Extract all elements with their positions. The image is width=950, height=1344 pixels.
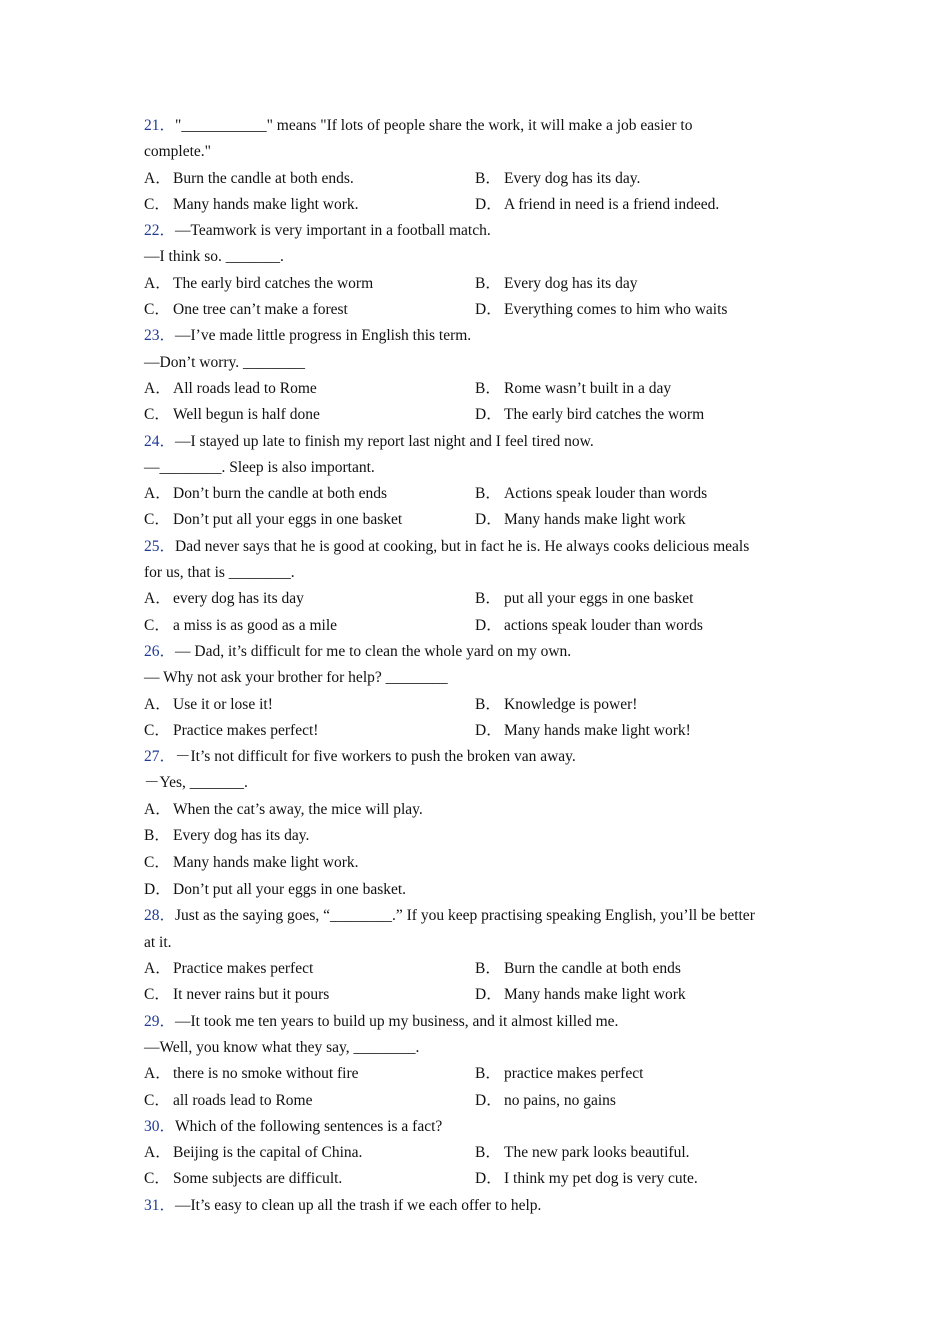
question-text: Just as the saying goes, “________.” If you keep practising speaking English, you’ll be better [175,907,755,925]
question-stem-continuation [144,139,814,165]
answer-option[interactable] [144,376,317,402]
option-letter: A． [144,1065,171,1083]
option-row [144,692,814,718]
answer-option[interactable] [144,1166,342,1192]
option-text: A friend in need is a friend indeed. [504,195,720,213]
option-row [144,613,814,639]
option-text: The new park looks beautiful. [504,1144,690,1162]
option-letter: C． [144,301,170,319]
option-row [144,586,814,612]
option-text: One tree can’t make a forest [173,301,348,319]
option-row [144,166,814,192]
question-stem-line [144,1114,814,1140]
answer-options [144,1061,814,1114]
option-letter: C． [144,1170,170,1188]
option-text: Every dog has its day [504,274,638,292]
option-text: Don’t put all your eggs in one basket. [173,880,407,898]
answer-option[interactable] [475,376,671,402]
option-letter: B． [475,1144,501,1162]
question-text: —It took me ten years to build up my business, and it almost killed me. [175,1012,619,1030]
option-letter: D． [144,880,171,898]
answer-option[interactable] [144,402,320,428]
option-row [144,718,814,744]
option-letter: A． [144,1144,171,1162]
option-text: Knowledge is power! [504,695,638,713]
question-stem-continuation [144,930,814,956]
option-letter: D． [475,616,502,634]
question-text: "___________" means "If lots of people share the work, it will make a job easier to [175,117,693,134]
answer-options [144,586,814,639]
question-stem-line [144,1193,814,1219]
answer-option[interactable] [144,1088,312,1114]
option-row [144,1166,814,1192]
option-letter: C． [144,986,170,1004]
answer-option[interactable] [475,1140,690,1166]
option-letter: C． [144,854,170,872]
option-letter: B． [475,695,501,713]
answer-option[interactable] [475,297,727,323]
answer-options [144,166,814,219]
question-stem-line [144,323,814,349]
answer-option[interactable] [144,192,359,218]
option-letter: D． [475,406,502,424]
answer-option[interactable] [144,271,373,297]
option-letter: C． [144,616,170,634]
question-block [144,1114,814,1193]
option-text: Everything comes to him who waits [504,301,728,319]
option-letter: A． [144,169,171,187]
question-text: —I think so. _______. [144,248,284,266]
option-text: Use it or lose it! [173,695,273,713]
question-stem-continuation [144,455,814,481]
option-text: Don’t burn the candle at both ends [173,485,388,503]
answer-option[interactable] [475,1061,643,1087]
question-stem-line [144,1009,814,1035]
answer-option[interactable] [475,402,704,428]
option-text: Every dog has its day. [173,827,310,845]
question-text: —Teamwork is very important in a football match. [175,222,491,240]
question-text: — Why not ask your brother for help? ________ [144,669,448,687]
question-number: 27． [144,748,176,766]
question-number: 25． [144,537,176,555]
question-number: 30． [144,1117,176,1135]
answer-option[interactable] [144,586,304,612]
option-text: All roads lead to Rome [173,379,317,397]
answer-option[interactable] [475,507,686,533]
option-letter: D． [475,721,502,739]
answer-option[interactable] [475,586,693,612]
question-stem-line [144,113,814,139]
answer-options [144,376,814,429]
option-text: Practice makes perfect [173,960,314,978]
answer-option[interactable] [144,881,406,898]
option-letter: C． [144,721,170,739]
option-text: Some subjects are difficult. [173,1170,343,1188]
option-row [144,376,814,402]
option-letter: C． [144,511,170,529]
option-letter: B． [144,827,170,845]
question-stem-continuation [144,244,814,270]
option-row [144,982,814,1008]
answer-option[interactable] [144,507,402,533]
question-block [144,113,814,218]
option-row [144,797,814,824]
option-letter: B． [475,960,501,978]
answer-option[interactable] [475,718,691,744]
question-stem-continuation [144,1035,814,1061]
question-text: Which of the following sentences is a fact? [175,1117,443,1135]
question-text: —________. Sleep is also important. [144,458,375,476]
question-number: 29． [144,1012,176,1030]
option-text: Burn the candle at both ends. [173,169,354,187]
option-letter: A． [144,379,171,397]
question-text: — Dad, it’s difficult for me to clean the whole yard on my own. [175,642,572,660]
question-text: Dad never says that he is good at cooking, but in fact he is. He always cooks delicious meals [175,537,750,555]
option-letter: B． [475,274,501,292]
question-block [144,1009,814,1114]
question-stem-line [144,639,814,665]
option-letter: D． [475,1091,502,1109]
question-block [144,1193,814,1219]
question-block [144,218,814,323]
question-text: －Yes, _______. [144,774,248,792]
option-letter: A． [144,590,171,608]
answer-options [144,956,814,1009]
option-text: Well begun is half done [173,406,320,424]
option-text: It never rains but it pours [173,986,330,1004]
option-row [144,1088,814,1114]
question-list [144,113,814,1219]
option-letter: B． [475,485,501,503]
question-stem-line [144,534,814,560]
question-number: 28． [144,907,176,925]
answer-option[interactable] [144,166,354,192]
option-row [144,271,814,297]
answer-option[interactable] [144,1061,359,1087]
answer-option[interactable] [144,827,309,844]
option-text: Beijing is the capital of China. [173,1144,363,1162]
option-letter: A． [144,485,171,503]
option-text: Many hands make light work! [504,721,691,739]
question-text: for us, that is ________. [144,564,295,582]
option-text: Actions speak louder than words [504,485,708,503]
option-letter: B． [475,169,501,187]
question-text: —I’ve made little progress in English this term. [175,327,472,345]
answer-options [144,1140,814,1193]
option-row [144,956,814,982]
answer-option[interactable] [144,1140,362,1166]
option-row [144,1061,814,1087]
option-text: Many hands make light work. [173,854,359,872]
option-letter: D． [475,301,502,319]
option-text: practice makes perfect [504,1065,644,1083]
answer-options [144,797,814,904]
option-text: actions speak louder than words [504,616,703,634]
question-text: —Don’t worry. ________ [144,353,306,371]
option-letter: B． [475,590,501,608]
option-text: Many hands make light work [504,986,686,1004]
question-block [144,534,814,639]
option-row [144,1140,814,1166]
answer-option[interactable] [144,854,359,871]
option-letter: C． [144,1091,170,1109]
option-row [144,850,814,877]
option-text: Burn the candle at both ends [504,960,681,978]
option-text: put all your eggs in one basket [504,590,694,608]
option-letter: C． [144,406,170,424]
answer-option[interactable] [475,1166,698,1192]
answer-option[interactable] [475,192,719,218]
answer-option[interactable] [144,692,273,718]
option-letter: D． [475,986,502,1004]
answer-option[interactable] [144,718,318,744]
option-row [144,402,814,428]
option-letter: A． [144,800,171,818]
answer-option[interactable] [475,481,707,507]
option-text: The early bird catches the worm [504,406,705,424]
option-letter: D． [475,1170,502,1188]
answer-option[interactable] [144,801,423,818]
option-row [144,823,814,850]
option-letter: B． [475,1065,501,1083]
question-text: －It’s not difficult for five workers to push the broken van away. [175,748,576,766]
option-letter: D． [475,511,502,529]
question-stem-line [144,429,814,455]
option-letter: A． [144,960,171,978]
question-number: 31． [144,1196,176,1214]
answer-option[interactable] [144,297,348,323]
answer-option[interactable] [475,1088,616,1114]
question-text: —It’s easy to clean up all the trash if we each offer to help. [175,1196,542,1214]
question-number: 22． [144,222,176,240]
question-stem-continuation [144,770,814,796]
option-text: Practice makes perfect! [173,721,319,739]
option-letter: A． [144,695,171,713]
question-stem-continuation [144,665,814,691]
question-stem-line [144,744,814,770]
question-stem-continuation [144,560,814,586]
question-stem-continuation [144,350,814,376]
option-text: Many hands make light work [504,511,686,529]
answer-option[interactable] [144,481,387,507]
question-block [144,639,814,744]
question-number: 26． [144,642,176,660]
option-row [144,297,814,323]
option-text: every dog has its day [173,590,304,608]
question-block [144,903,814,1008]
option-text: When the cat’s away, the mice will play. [173,800,423,818]
option-row [144,481,814,507]
answer-options [144,481,814,534]
option-text: Every dog has its day. [504,169,641,187]
question-number: 24． [144,432,176,450]
option-text: I think my pet dog is very cute. [504,1170,698,1188]
option-letter: A． [144,274,171,292]
option-text: Rome wasn’t built in a day [504,379,672,397]
option-text: Many hands make light work. [173,195,359,213]
answer-option[interactable] [475,692,637,718]
answer-option[interactable] [475,166,640,192]
question-text: complete." [144,143,212,161]
option-text: there is no smoke without fire [173,1065,359,1083]
answer-option[interactable] [475,956,681,982]
question-stem-line [144,903,814,929]
option-letter: B． [475,379,501,397]
question-text: —I stayed up late to finish my report last night and I feel tired now. [175,432,594,450]
option-row [144,877,814,904]
option-text: Don’t put all your eggs in one basket [173,511,403,529]
question-number: 21． [144,117,176,134]
option-text: The early bird catches the worm [173,274,374,292]
option-text: all roads lead to Rome [173,1091,313,1109]
question-block [144,323,814,428]
answer-option[interactable] [475,271,637,297]
question-stem-line [144,218,814,244]
option-text: a miss is as good as a mile [173,616,338,634]
answer-options [144,271,814,324]
option-text: no pains, no gains [504,1091,616,1109]
question-text: —Well, you know what they say, ________. [144,1038,420,1056]
question-text: at it. [144,933,172,951]
answer-options [144,692,814,745]
answer-option[interactable] [475,613,703,639]
question-number: 23． [144,327,176,345]
answer-option[interactable] [144,956,313,982]
answer-option[interactable] [144,982,329,1008]
question-block [144,744,814,903]
option-row [144,507,814,533]
option-letter: D． [475,195,502,213]
question-block [144,429,814,534]
answer-option[interactable] [475,982,686,1008]
option-row [144,192,814,218]
answer-option[interactable] [144,613,337,639]
option-letter: C． [144,195,170,213]
